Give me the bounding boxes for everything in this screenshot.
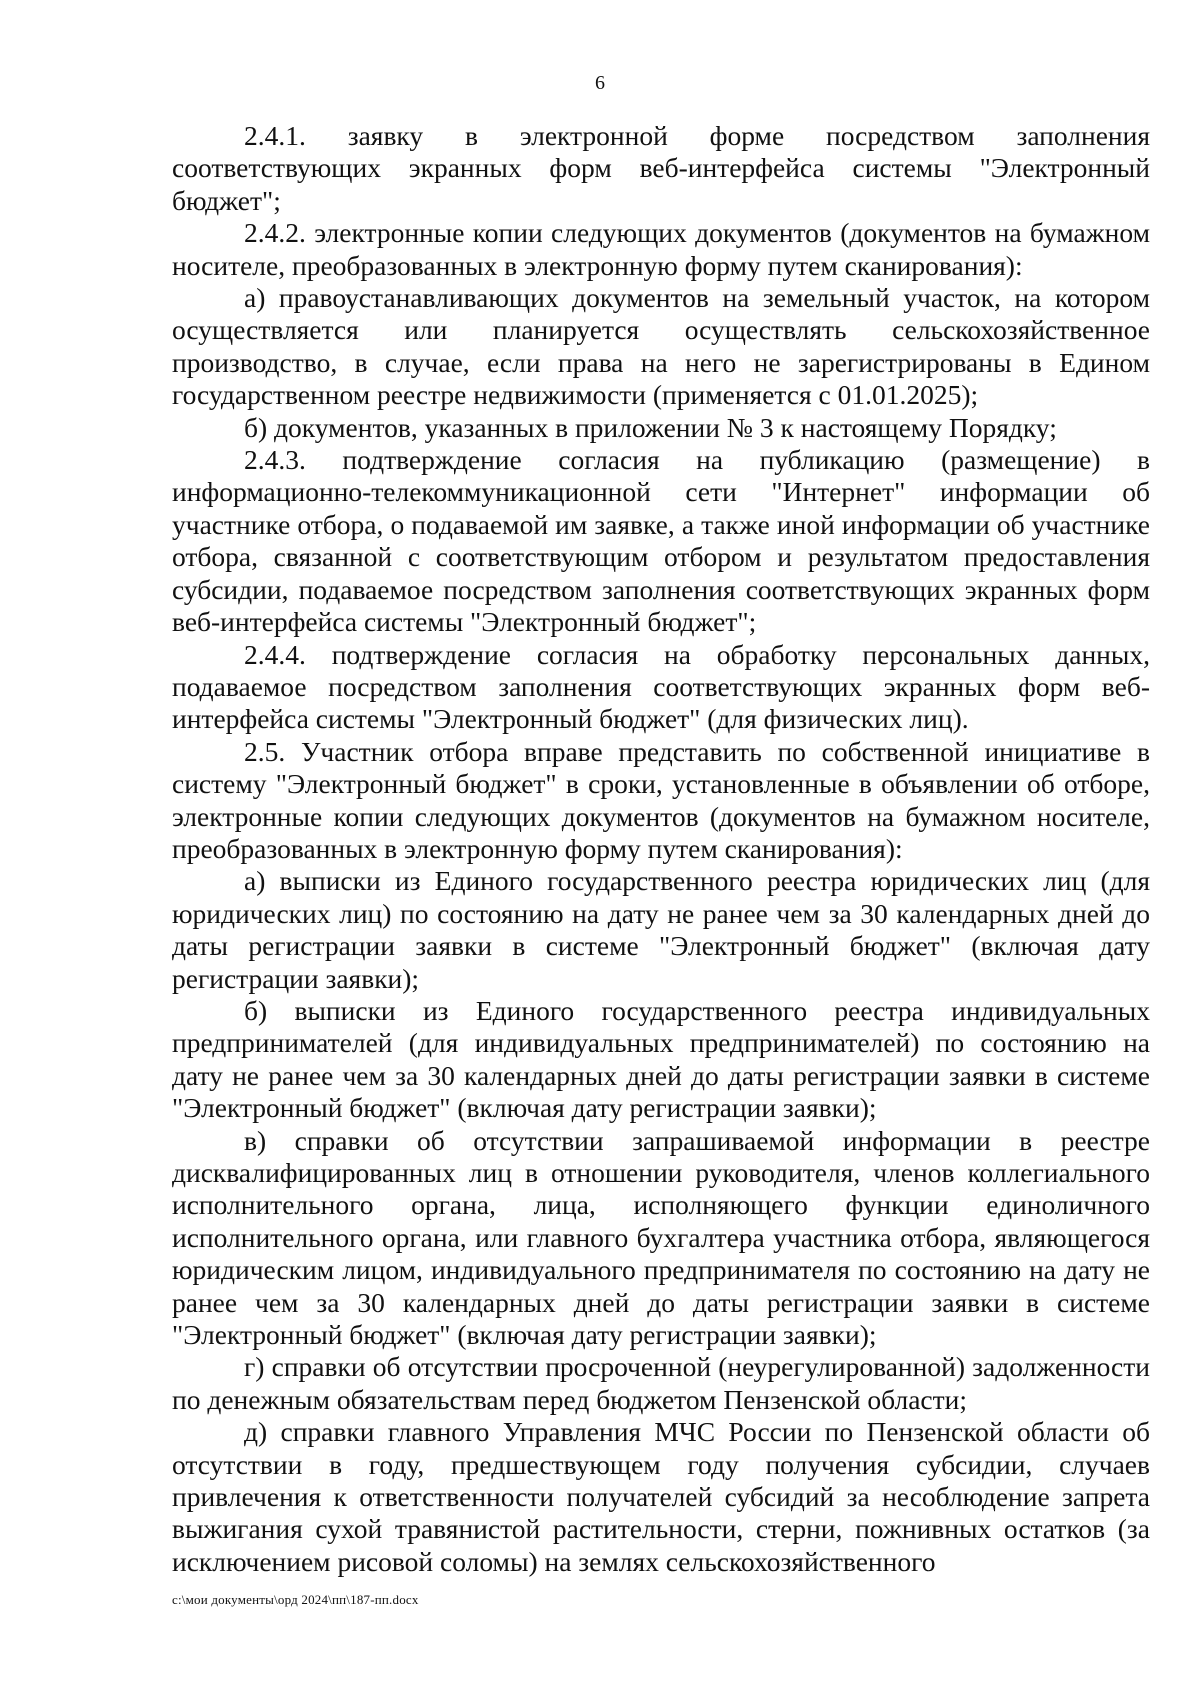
paragraph-2-4-4: 2.4.4. подтверждение согласия на обработку персональных данных, подаваемое посредством заполнения соответствующих экранных форм веб-интерфейса системы "Электронный бюджет" (для физических лиц). [172,638,1150,735]
paragraph-2-4-2-a: а) правоустанавливающих документов на земельный участок, на котором осуществляется или планируется осуществлять сельскохозяйственное производство, в случае, если права на него не зарегистрированы в Едином государственном реестре недвижимости (применяется с 01.01.2025); [172,282,1150,411]
footer-file-path: c:\мои документы\орд 2024\пп\187-пп.docx [172,1592,419,1607]
paragraph-2-5-d: д) справки главного Управления МЧС России по Пензенской области об отсутствии в году, предшествующем году получения субсидии, случаев привлечения к ответственности получателей субсидий за несоблюдение запрета выжигания сухой травянистой растительности, стерни, пожнивных остатков (за исключением рисовой соломы) на землях сельскохозяйственного [172,1416,1150,1577]
paragraph-2-4-3: 2.4.3. подтверждение согласия на публикацию (размещение) в информационно-телекоммуникационной сети "Интернет" информации об участнике отбора, о подаваемой им заявке, а также иной информации об участнике отбора, связанной с соответствующим отбором и результатом предоставления субсидии, подаваемое посредством заполнения соответствующих экранных форм веб-интерфейса системы "Электронный бюджет"; [172,444,1150,638]
paragraph-2-4-2: 2.4.2. электронные копии следующих документов (документов на бумажном носителе, преобразованных в электронную форму путем сканирования): [172,217,1150,281]
paragraph-2-5-b: б) выписки из Единого государственного реестра индивидуальных предпринимателей (для индивидуальных предпринимателей) по состоянию на дату не ранее чем за 30 календарных дней до даты регистрации заявки в системе "Электронный бюджет" (включая дату регистрации заявки); [172,994,1150,1124]
paragraph-2-4-2-b: б) документов, указанных в приложении № 3 к настоящему Порядку; [244,411,1057,443]
document-body [172,120,1150,1578]
paragraph-2-5-g: г) справки об отсутствии просроченной (неурегулированной) задолженности по денежным обязательствам перед бюджетом Пензенской области; [172,1351,1150,1415]
paragraph-2-5-a: а) выписки из Единого государственного реестра юридических лиц (для юридических лиц) по состоянию на дату не ранее чем за 30 календарных дней до даты регистрации заявки в системе "Электронный бюджет" (включая дату регистрации заявки); [172,865,1150,994]
paragraph-2-4-1: 2.4.1. заявку в электронной форме посредством заполнения соответствующих экранных форм веб-интерфейса системы "Электронный бюджет"; [172,120,1150,216]
page-number: 6 [595,72,605,94]
paragraph-2-5: 2.5. Участник отбора вправе представить по собственной инициативе в систему "Электронный бюджет" в сроки, установленные в объявлении об отборе, электронные копии следующих документов (документов на бумажном носителе, преобразованных в электронную форму путем сканирования): [172,735,1150,864]
paragraph-2-5-v: в) справки об отсутствии запрашиваемой информации в реестре дисквалифицированных лиц в отношении руководителя, членов коллегиального исполнительного органа, лица, исполняющего функции единоличного исполнительного органа, или главного бухгалтера участника отбора, являющегося юридическим лицом, индивидуального предпринимателя по состоянию на дату не ранее чем за 30 календарных дней до даты регистрации заявки в системе "Электронный бюджет" (включая дату регистрации заявки); [172,1124,1150,1351]
